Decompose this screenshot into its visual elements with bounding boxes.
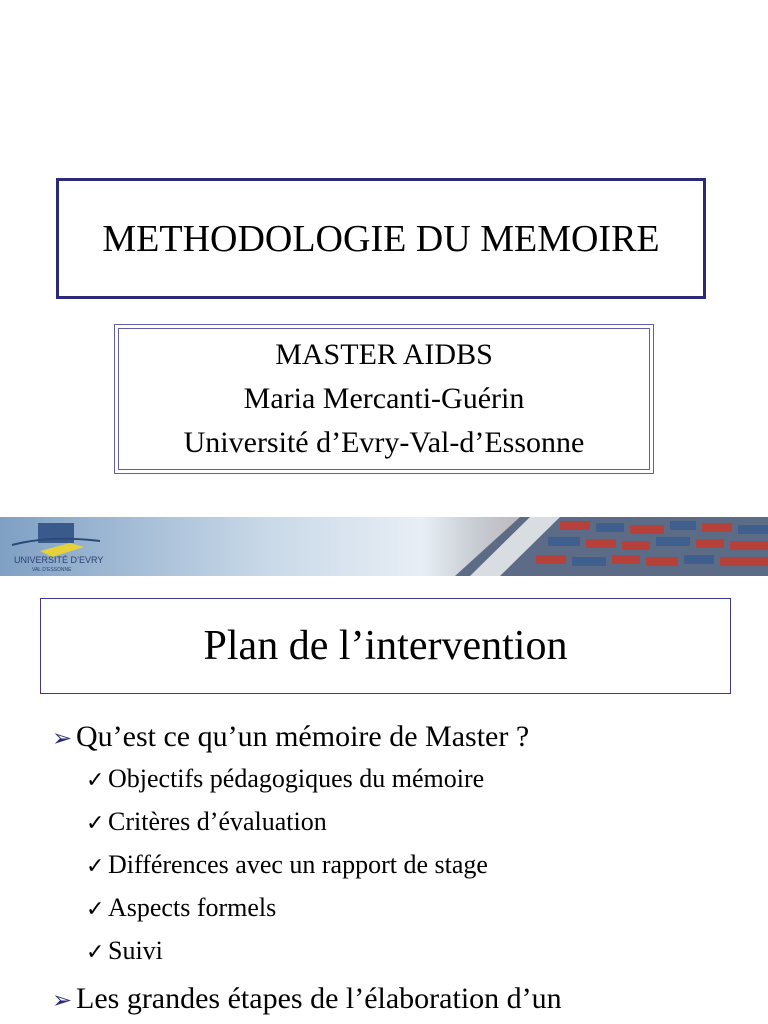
author-name: Maria Mercanti-Guérin bbox=[243, 382, 525, 415]
sub-list-item-label: Aspects formels bbox=[108, 893, 277, 922]
list-item bbox=[52, 720, 529, 754]
sub-list-item-label: Différences avec un rapport de stage bbox=[108, 850, 488, 879]
slide-banner bbox=[0, 517, 768, 576]
arrow-bullet-icon: ➢ bbox=[52, 726, 73, 752]
sub-list-item-label: Objectifs pédagogiques du mémoire bbox=[108, 764, 485, 793]
sub-list-item bbox=[86, 850, 488, 880]
arrow-bullet-icon: ➢ bbox=[52, 988, 73, 1014]
subtitle-frame bbox=[114, 324, 654, 474]
sub-list-item bbox=[86, 764, 484, 794]
sub-list-item bbox=[86, 893, 276, 923]
subtitle-inner-frame bbox=[118, 328, 650, 470]
section-title: Plan de l’intervention bbox=[203, 623, 568, 669]
list-item-label: Les grandes étapes de l’élaboration d’un bbox=[76, 982, 562, 1015]
program-name: MASTER AIDBS bbox=[275, 338, 493, 371]
logo-subtitle: VAL D’ESSONNE bbox=[32, 567, 72, 573]
check-icon: ✓ bbox=[86, 854, 105, 879]
list-item bbox=[52, 982, 562, 1016]
sub-list-item-label: Critères d’évaluation bbox=[108, 807, 327, 836]
sub-list-item bbox=[86, 807, 327, 837]
document-title: METHODOLOGIE DU MEMOIRE bbox=[102, 217, 660, 260]
logo-name: UNIVERSITÉ D’EVRY bbox=[14, 555, 104, 565]
university-name: Université d’Evry-Val-d’Essonne bbox=[183, 426, 585, 459]
sub-list-item-label: Suivi bbox=[108, 936, 163, 965]
title-frame bbox=[56, 178, 706, 299]
list-item-label: Qu’est ce qu’un mémoire de Master ? bbox=[76, 720, 530, 753]
section-title-frame bbox=[40, 598, 731, 694]
sub-list-item bbox=[86, 936, 163, 966]
check-icon: ✓ bbox=[86, 768, 105, 793]
check-icon: ✓ bbox=[86, 811, 105, 836]
check-icon: ✓ bbox=[86, 897, 105, 922]
check-icon: ✓ bbox=[86, 940, 105, 965]
